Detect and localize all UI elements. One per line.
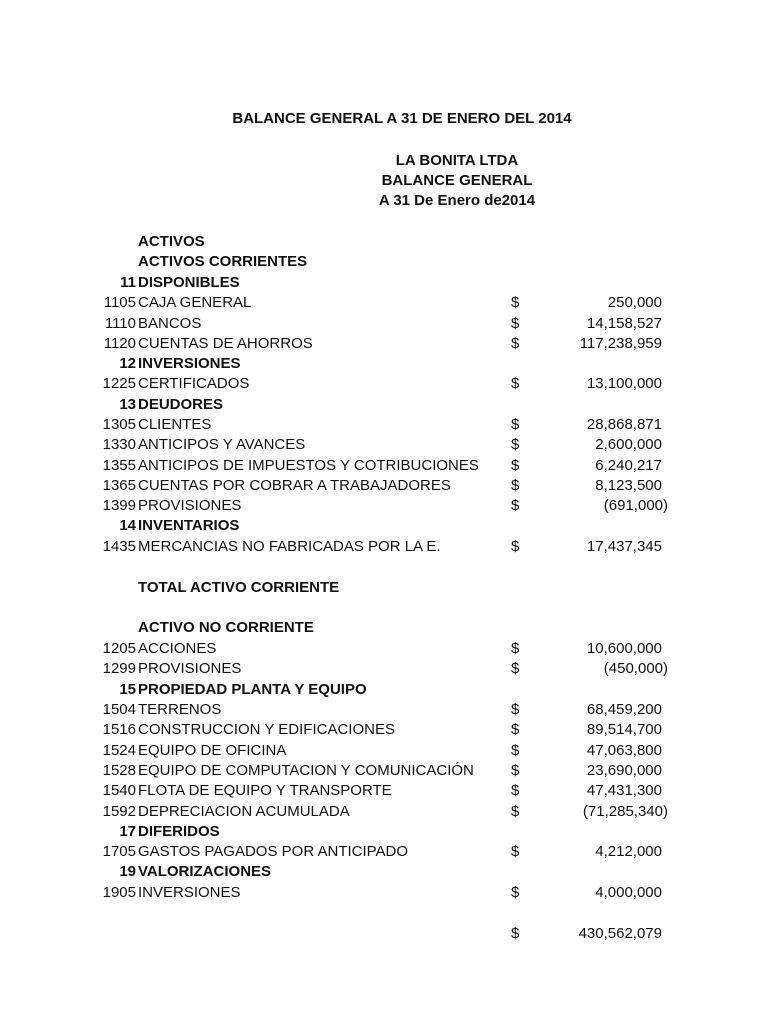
account-group-row	[0, 517, 768, 537]
account-row	[0, 782, 768, 802]
account-code: 1905	[102, 884, 136, 901]
account-code: 1110	[104, 315, 136, 332]
account-group-row	[0, 681, 768, 701]
account-amount: 14,158,527	[586, 315, 662, 332]
account-name: PROVISIONES	[138, 497, 242, 514]
account-row	[0, 721, 768, 741]
account-amount: 4,212,000	[595, 843, 662, 860]
account-row	[0, 497, 768, 517]
account-code: 13	[119, 396, 136, 413]
currency-symbol: $	[511, 294, 520, 311]
account-amount: 2,600,000	[595, 436, 662, 453]
grand-total-row	[0, 925, 768, 945]
account-name: DISPONIBLES	[138, 274, 240, 291]
account-name: GASTOS PAGADOS POR ANTICIPADO	[138, 843, 409, 860]
currency-symbol: $	[511, 416, 520, 433]
account-row	[0, 701, 768, 721]
account-amount: 17,437,345	[586, 538, 662, 555]
account-row	[0, 762, 768, 782]
currency-symbol: $	[511, 660, 520, 677]
account-name: CAJA GENERAL	[138, 294, 252, 311]
account-name: DIFERIDOS	[138, 823, 220, 840]
currency-symbol: $	[511, 497, 520, 514]
currency-symbol: $	[511, 843, 520, 860]
document-name: BALANCE GENERAL	[381, 172, 533, 189]
account-code: 1524	[102, 742, 136, 759]
account-group-row	[0, 823, 768, 843]
account-name: CONSTRUCCION Y EDIFICACIONES	[138, 721, 395, 738]
account-row	[0, 335, 768, 355]
account-name: MERCANCIAS NO FABRICADAS POR LA E.	[138, 538, 441, 555]
currency-symbol: $	[511, 701, 520, 718]
currency-symbol: $	[511, 925, 520, 942]
account-row	[0, 538, 768, 558]
account-amount: (450,000)	[603, 660, 668, 677]
account-group-row	[0, 863, 768, 883]
account-code: 1516	[102, 721, 136, 738]
currency-symbol: $	[511, 538, 520, 555]
account-group-row	[0, 396, 768, 416]
account-row	[0, 457, 768, 477]
account-code: 1528	[102, 762, 136, 779]
account-amount: 250,000	[607, 294, 662, 311]
grand-total-amount: 430,562,079	[578, 925, 662, 942]
account-name: EQUIPO DE COMPUTACION Y COMUNICACIÓN	[138, 762, 474, 779]
section-activos-corrientes: ACTIVOS CORRIENTES	[138, 253, 308, 270]
currency-symbol: $	[511, 335, 520, 352]
account-code: 1399	[102, 497, 136, 514]
account-name: CUENTAS DE AHORROS	[138, 335, 313, 352]
account-code: 15	[119, 681, 136, 698]
account-amount: 117,238,959	[579, 335, 662, 352]
account-amount: 68,459,200	[586, 701, 662, 718]
account-name: INVENTARIOS	[138, 517, 240, 534]
account-name: DEUDORES	[138, 396, 224, 413]
currency-symbol: $	[511, 640, 520, 657]
account-group-row	[0, 274, 768, 294]
account-amount: 28,868,871	[586, 416, 662, 433]
page-title: BALANCE GENERAL A 31 DE ENERO DEL 2014	[232, 110, 572, 127]
account-name: BANCOS	[138, 315, 202, 332]
account-amount: 47,063,800	[586, 742, 662, 759]
currency-symbol: $	[511, 782, 520, 799]
company-name: LA BONITA LTDA	[395, 152, 519, 169]
account-row	[0, 315, 768, 335]
account-name: CERTIFICADOS	[138, 375, 250, 392]
currency-symbol: $	[511, 477, 520, 494]
account-amount: 4,000,000	[595, 884, 662, 901]
account-code: 1435	[102, 538, 136, 555]
currency-symbol: $	[511, 762, 520, 779]
account-name: FLOTA DE EQUIPO Y TRANSPORTE	[138, 782, 392, 799]
account-row	[0, 884, 768, 904]
account-name: ACCIONES	[138, 640, 217, 657]
account-row	[0, 843, 768, 863]
account-code: 19	[119, 863, 136, 880]
document-date: A 31 De Enero de2014	[378, 192, 536, 209]
account-name: EQUIPO DE OFICINA	[138, 742, 287, 759]
currency-symbol: $	[511, 436, 520, 453]
account-amount: 23,690,000	[586, 762, 662, 779]
account-name: DEPRECIACION ACUMULADA	[138, 803, 350, 820]
currency-symbol: $	[511, 742, 520, 759]
section-activos: ACTIVOS	[138, 233, 205, 250]
account-amount: 8,123,500	[595, 477, 662, 494]
currency-symbol: $	[511, 375, 520, 392]
account-group-row	[0, 355, 768, 375]
account-code: 1592	[102, 803, 136, 820]
currency-symbol: $	[511, 803, 520, 820]
account-row	[0, 477, 768, 497]
account-amount: (691,000)	[603, 497, 668, 514]
account-code: 1105	[103, 294, 136, 311]
account-row	[0, 436, 768, 456]
account-row	[0, 660, 768, 680]
account-code: 17	[119, 823, 136, 840]
account-amount: 13,100,000	[586, 375, 662, 392]
currency-symbol: $	[511, 884, 520, 901]
currency-symbol: $	[511, 315, 520, 332]
account-code: 1299	[102, 660, 136, 677]
account-code: 1705	[102, 843, 136, 860]
section-total-activo-corriente: TOTAL ACTIVO CORRIENTE	[138, 579, 340, 596]
account-name: CUENTAS POR COBRAR A TRABAJADORES	[138, 477, 451, 494]
account-code: 12	[119, 355, 136, 372]
account-code: 11	[120, 274, 136, 291]
account-row	[0, 640, 768, 660]
account-name: ANTICIPOS DE IMPUESTOS Y COTRIBUCIONES	[138, 457, 479, 474]
account-row	[0, 375, 768, 395]
currency-symbol: $	[511, 721, 520, 738]
account-name: INVERSIONES	[138, 355, 241, 372]
account-row	[0, 294, 768, 314]
account-name: VALORIZACIONES	[138, 863, 272, 880]
account-amount: 6,240,217	[595, 457, 662, 474]
section-activo-no-corriente: ACTIVO NO CORRIENTE	[138, 619, 314, 636]
account-name: PROPIEDAD PLANTA Y EQUIPO	[138, 681, 367, 698]
account-code: 1365	[102, 477, 136, 494]
account-name: TERRENOS	[138, 701, 222, 718]
account-row	[0, 416, 768, 436]
account-name: ANTICIPOS Y AVANCES	[138, 436, 306, 453]
account-code: 1205	[102, 640, 136, 657]
account-code: 1540	[102, 782, 136, 799]
account-amount: 10,600,000	[586, 640, 662, 657]
account-amount: (71,285,340)	[582, 803, 668, 820]
account-row	[0, 742, 768, 762]
account-code: 1504	[102, 701, 136, 718]
account-amount: 89,514,700	[586, 721, 662, 738]
account-row	[0, 803, 768, 823]
account-code: 1120	[103, 335, 136, 352]
account-code: 1225	[102, 375, 136, 392]
account-name: PROVISIONES	[138, 660, 242, 677]
account-code: 14	[119, 517, 136, 534]
account-code: 1355	[102, 457, 136, 474]
account-name: INVERSIONES	[138, 884, 241, 901]
account-name: CLIENTES	[138, 416, 212, 433]
account-code: 1330	[102, 436, 136, 453]
currency-symbol: $	[511, 457, 520, 474]
account-amount: 47,431,300	[586, 782, 662, 799]
account-code: 1305	[102, 416, 136, 433]
